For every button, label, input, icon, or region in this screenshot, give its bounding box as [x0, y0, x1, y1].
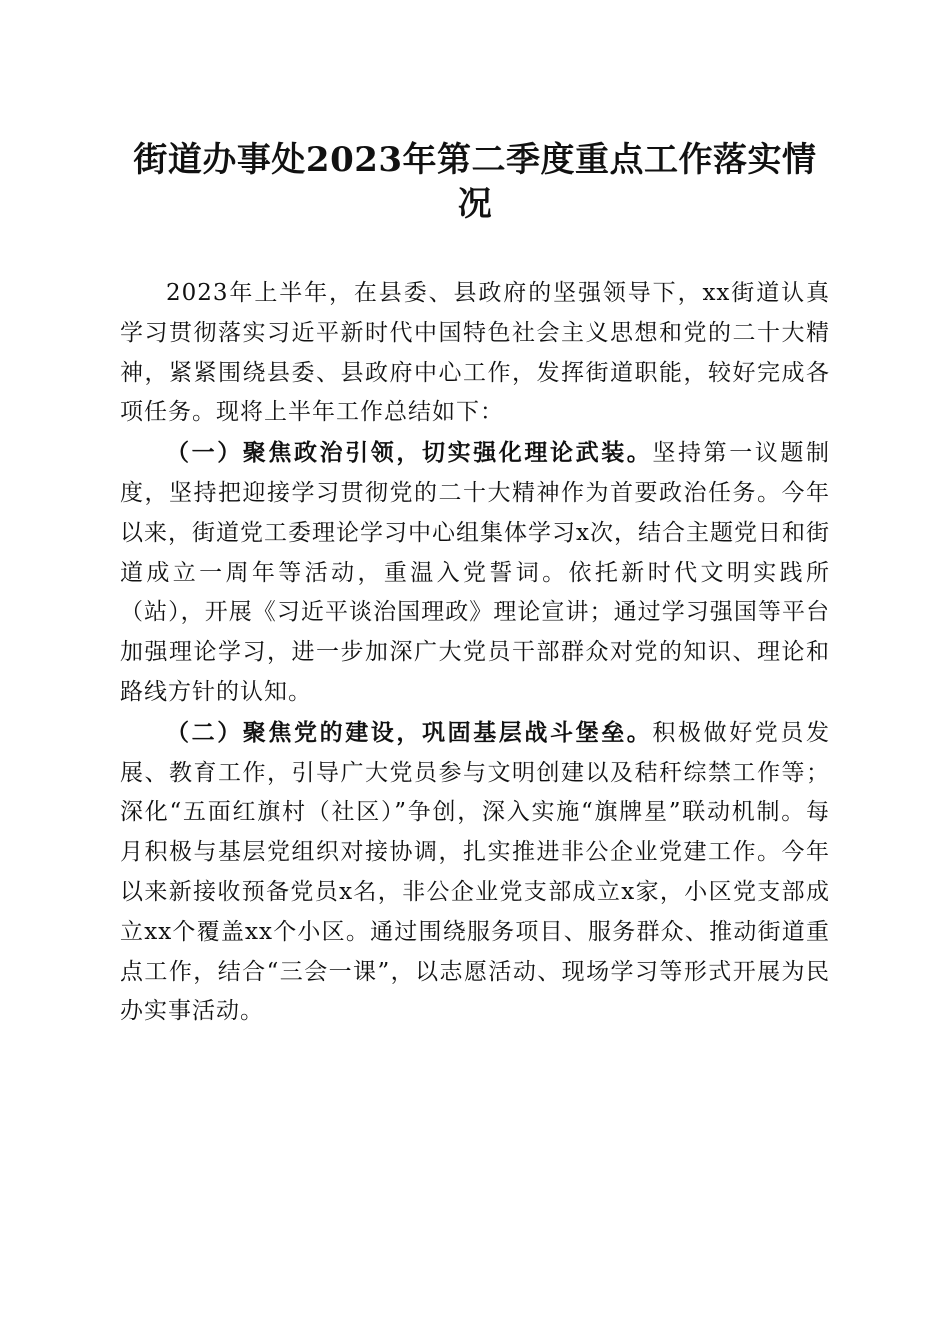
section-paragraph-1: [120, 433, 830, 713]
section-body-2: 积极做好党员发展、教育工作，引导广大党员参与文明创建以及秸秆综禁工作等；深化“五面红旗村（社区）”争创，深入实施“旗牌星”联动机制。每月积极与基层党组织对接协调，扎实推进非公企业党建工作。今年以来新接收预备党员x名，非公企业党支部成立x家，小区党支部成立xx个覆盖xx个小区。通过围绕服务项目、服务群众、推动街道重点工作，结合“三会一课”，以志愿活动、现场学习等形式开展为民办实事活动。: [120, 719, 831, 1025]
section-heading-2: （二）聚焦党的建设，巩固基层战斗堡垒。: [166, 718, 653, 746]
document-title: 街道办事处2023年第二季度重点工作落实情况: [133, 140, 817, 224]
section-heading-1: （一）聚焦政治引领，切实强化理论武装。: [166, 439, 653, 467]
section-body-1: 坚持第一议题制度，坚持把迎接学习贯彻党的二十大精神作为首要政治任务。今年以来，街道党工委理论学习中心组集体学习x次，结合主题党日和街道成立一周年等活动，重温入党誓词。依托新时代文明实践所（站），开展《习近平谈治国理政》理论宣讲；通过学习强国等平台加强理论学习，进一步加深广大党员干部群众对党的知识、理论和路线方针的认知。: [120, 440, 831, 705]
intro-paragraph: 2023年上半年，在县委、县政府的坚强领导下，xx街道认真学习贯彻落实习近平新时代中国特色社会主义思想和党的二十大精神，紧紧围绕县委、县政府中心工作，发挥街道职能，较好完成各项任务。现将上半年工作总结如下：: [120, 280, 830, 426]
document-page: [120, 138, 830, 1032]
document-body: [120, 274, 830, 1032]
section-paragraph-2: [120, 713, 830, 1032]
